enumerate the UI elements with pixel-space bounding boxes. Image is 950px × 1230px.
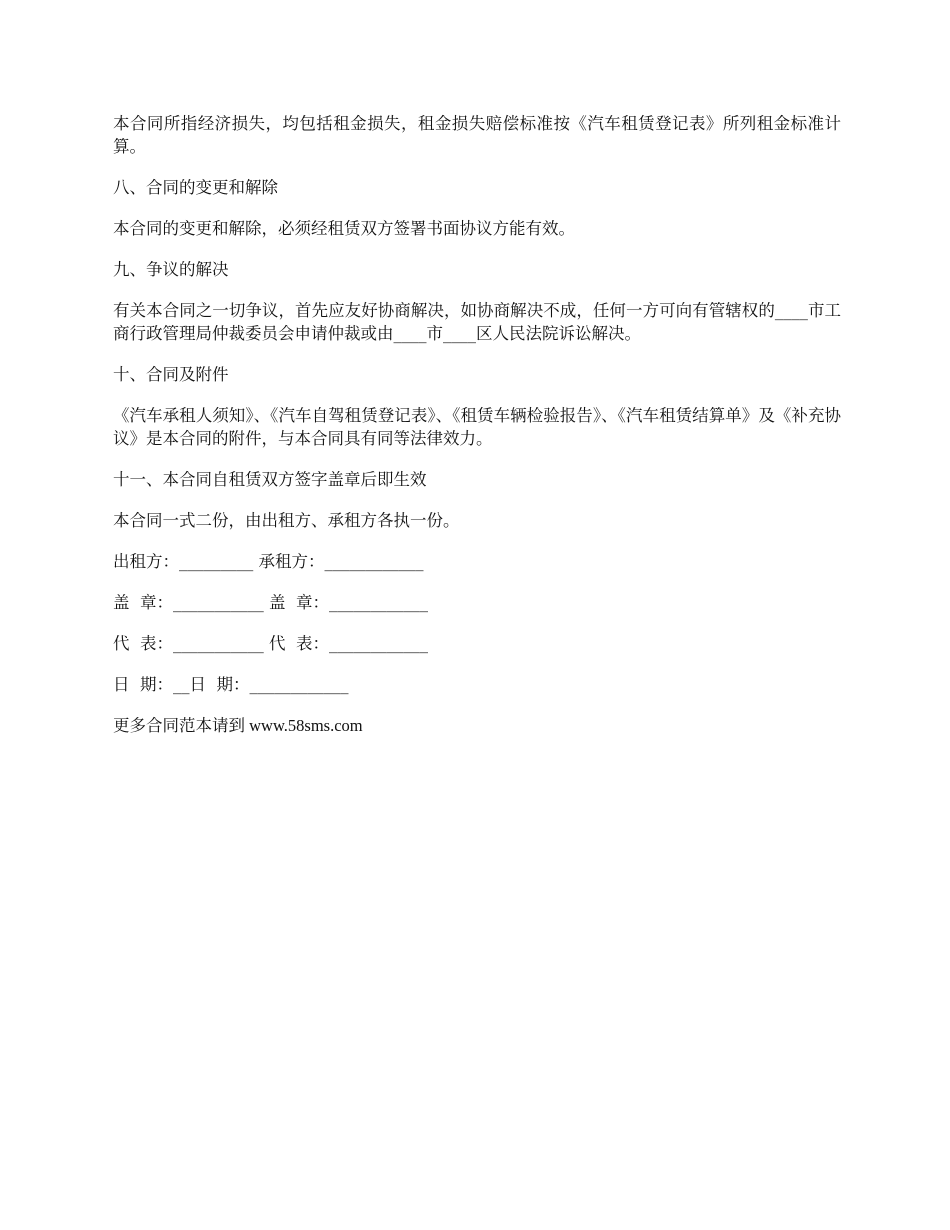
footer-more-templates: 更多合同范本请到 www.58sms.com	[113, 716, 363, 735]
section-heading-11: 十一、本合同自租赁双方签字盖章后即生效	[113, 470, 427, 489]
signature-parties-line: 出租方：_________ 承租方：____________	[113, 552, 424, 571]
paragraph-attachments: 《汽车承租人须知》、《汽车自驾租赁登记表》、《租赁车辆检验报告》、《汽车租赁结算单》及《补充协议》是本合同的附件，与本合同具有同等法律效力。	[113, 406, 841, 448]
section-heading-8: 八、合同的变更和解除	[113, 178, 278, 197]
document-body	[113, 112, 841, 755]
signature-representative-line: 代 表：___________ 代 表：____________	[113, 634, 428, 653]
signature-date-line: 日 期：__日 期：____________	[113, 675, 349, 694]
section-heading-10: 十、合同及附件	[113, 365, 229, 384]
paragraph-copies: 本合同一式二份，由出租方、承租方各执一份。	[113, 511, 460, 530]
paragraph-economic-loss: 本合同所指经济损失，均包括租金损失，租金损失赔偿标准按《汽车租赁登记表》所列租金标准计算。	[113, 114, 841, 156]
section-heading-9: 九、争议的解决	[113, 260, 229, 279]
signature-seal-line: 盖 章：___________ 盖 章：____________	[113, 593, 428, 612]
paragraph-change-termination: 本合同的变更和解除，必须经租赁双方签署书面协议方能有效。	[113, 219, 575, 238]
paragraph-dispute-resolution: 有关本合同之一切争议，首先应友好协商解决，如协商解决不成，任何一方可向有管辖权的____市工商行政管理局仲裁委员会申请仲裁或由____市____区人民法院诉讼解决。	[113, 301, 841, 343]
